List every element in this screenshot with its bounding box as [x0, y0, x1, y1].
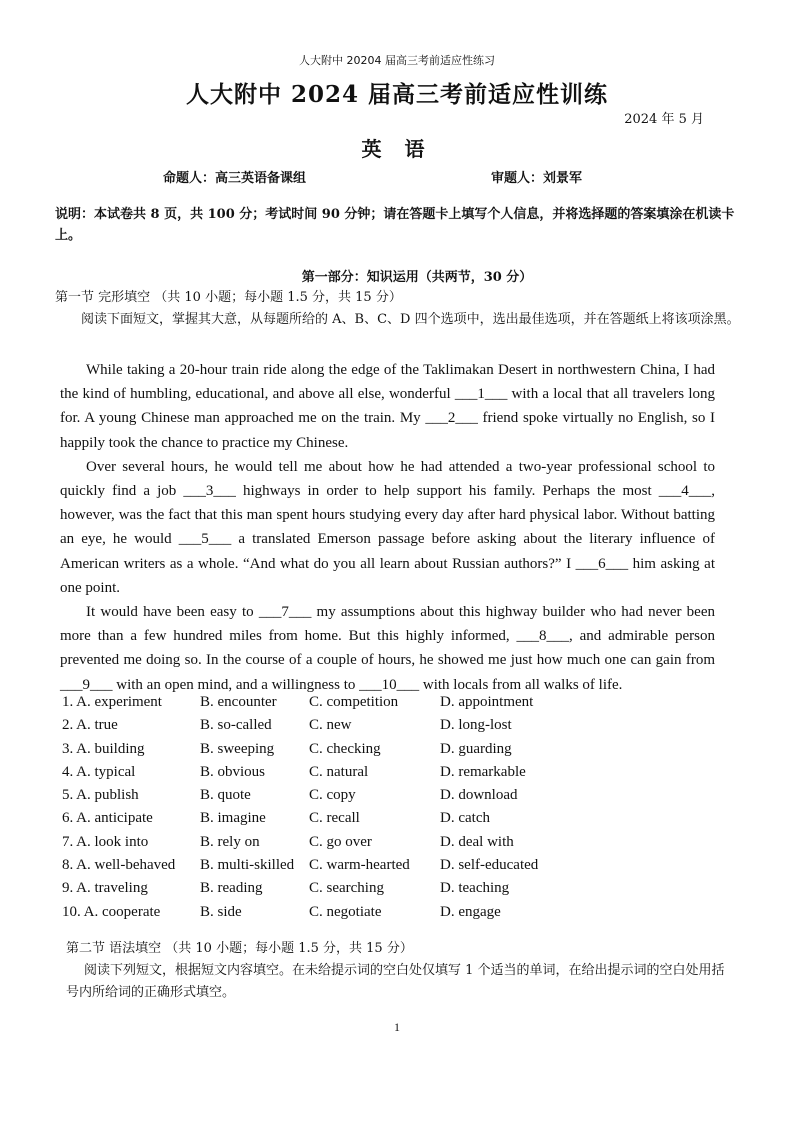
section1-title: 第一节 完形填空 （共 10 小题；每小题 1.5 分，共 15 分）: [55, 290, 402, 305]
option-c: C. natural: [309, 763, 369, 780]
option-row: [62, 857, 752, 880]
option-c: C. negotiate: [309, 903, 382, 920]
option-d: D. catch: [440, 810, 490, 827]
passage-paragraph: While taking a 20-hour train ride along the edge of the Taklimakan Desert in northwestern China, I had the kind of humbling, educational, and above all else, wonderful ___1___ with a local that all travelers long for. A young Chinese man approached me on the train. My ___2___ friend spoke virtually no English, so I happily took the chance to practice my Chinese.: [60, 362, 715, 451]
option-a: 5. A. publish: [62, 787, 139, 804]
exam-date: 2024 年 5 月: [624, 112, 704, 127]
option-d: D. self-educated: [440, 857, 539, 874]
option-d: D. appointment: [440, 694, 534, 710]
option-a: 10. A. cooperate: [62, 903, 161, 920]
option-c: C. searching: [309, 880, 384, 897]
option-b: B. multi-skilled: [200, 857, 295, 874]
option-c: C. new: [309, 717, 352, 734]
option-d: D. long-lost: [440, 717, 512, 734]
option-row: [62, 694, 752, 717]
section1-header: [55, 287, 745, 331]
passage-paragraph: It would have been easy to ___7___ my assumptions about this highway builder who had never been more than a few hundred miles from home. But this highly informed, ___8___, and admirable person prevented me doing so. In the course of a couple of hours, he showed me just how much one can gain from ___9___ with an open mind, and a willingness to ___10___ with locals from all walks of life.: [60, 604, 715, 693]
option-d: D. teaching: [440, 880, 510, 897]
option-c: C. recall: [309, 810, 360, 827]
option-d: D. download: [440, 787, 518, 804]
page-title: 人大附中 2024 届高三考前适应性训练: [185, 81, 609, 108]
option-a: 1. A. experiment: [62, 694, 162, 710]
option-b: B. rely on: [200, 833, 260, 850]
option-row: [62, 717, 752, 740]
passage-paragraph: Over several hours, he would tell me about how he had attended a two-year professional school to quickly find a job ___3___ highways in order to help support his family. Perhaps the most ___4___, however, was the fact that this man spent hours studying every day after hard physical labor. Without batting an eye, he would ___5___ a translated Emerson passage before asking about the literary influence of American writers as a whole. “And what do you all learn about Russian authors?” I ___6___ him asking at one point.: [60, 458, 715, 596]
subject-title: 英 语: [361, 137, 433, 161]
option-c: C. competition: [309, 694, 399, 710]
author-line: [163, 167, 643, 186]
section1-instruction: 阅读下面短文，掌握其大意，从每题所给的 A、B、C、D 四个选项中，选出最佳选项，并在答题纸上将该项涂黑。: [81, 312, 740, 327]
option-d: D. remarkable: [440, 763, 526, 780]
cloze-passage: [60, 358, 715, 697]
header-small-title: 人大附中 20204 届高三考前适应性练习: [299, 54, 495, 67]
option-d: D. guarding: [440, 740, 512, 757]
option-b: B. obvious: [200, 763, 266, 780]
option-row: [62, 880, 752, 903]
option-c: C. go over: [309, 833, 372, 850]
option-a: 4. A. typical: [62, 763, 136, 780]
option-d: D. deal with: [440, 833, 514, 850]
part1-title: 第一部分：知识运用（共两节，30 分）: [301, 270, 533, 285]
section2-title: 第二节 语法填空 （共 10 小题；每小题 1.5 分，共 15 分）: [66, 941, 413, 956]
option-row: [62, 787, 752, 810]
option-c: C. copy: [309, 787, 356, 804]
exam-note: 说明：本试卷共 8 页，共 100 分；考试时间 90 分钟；请在答题卡上填写个人信息，并将选择题的答案填涂在机读卡上。: [55, 207, 735, 243]
options-list: [62, 694, 752, 927]
option-row: [62, 741, 752, 764]
option-c: C. checking: [309, 740, 381, 757]
option-a: 6. A. anticipate: [62, 810, 153, 827]
option-b: B. quote: [200, 787, 251, 804]
section2-header: [66, 938, 736, 1004]
option-row: [62, 834, 752, 857]
option-row: [62, 764, 752, 787]
option-row: [62, 810, 752, 833]
option-b: B. imagine: [200, 810, 266, 827]
section2-instruction: 阅读下列短文，根据短文内容填空。在未给提示词的空白处仅填写 1 个适当的单词，在给出提示词的空白处用括号内所给词的正确形式填空。: [66, 963, 725, 1000]
option-c: C. warm-hearted: [309, 857, 410, 874]
page-number: 1: [394, 1020, 400, 1034]
author: 命题人：高三英语备课组: [163, 171, 307, 186]
option-b: B. so-called: [200, 717, 272, 734]
reviewer: 审题人：刘景军: [491, 171, 583, 186]
option-b: B. encounter: [200, 694, 277, 710]
option-b: B. sweeping: [200, 740, 275, 757]
option-b: B. reading: [200, 880, 263, 897]
option-b: B. side: [200, 903, 242, 920]
option-a: 2. A. true: [62, 717, 118, 734]
option-row: [62, 904, 752, 927]
option-a: 7. A. look into: [62, 833, 149, 850]
option-d: D. engage: [440, 903, 501, 920]
option-a: 9. A. traveling: [62, 880, 148, 897]
option-a: 8. A. well-behaved: [62, 857, 176, 874]
option-a: 3. A. building: [62, 740, 145, 757]
